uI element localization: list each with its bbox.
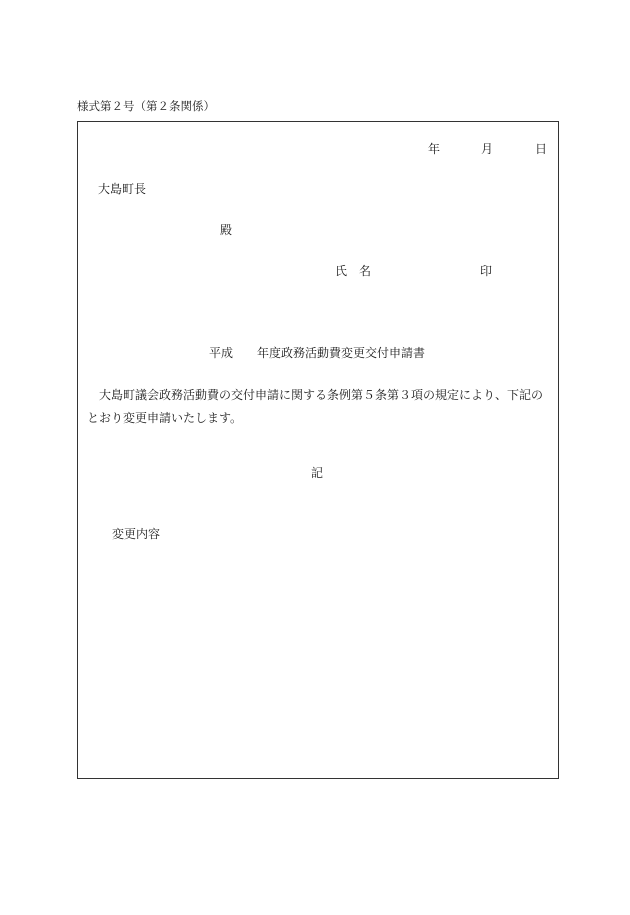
form-frame: [77, 121, 559, 779]
applicant-name-label: 氏 名: [335, 264, 372, 278]
ki-heading: 記: [311, 466, 324, 480]
addressee: 大島町長: [98, 182, 147, 196]
seal-mark: 印: [480, 264, 493, 278]
honorific: 殿: [220, 223, 233, 237]
form-number: 様式第２号（第２条関係）: [77, 99, 215, 113]
date-day-label: 日: [535, 142, 548, 156]
change-content-label: 変更内容: [112, 527, 161, 541]
body-paragraph: 大島町議会政務活動費の交付申請に関する条例第５条第３項の規定により、下記のとおり変更申請いたします。: [87, 388, 544, 425]
date-month-label: 月: [481, 142, 494, 156]
date-year-label: 年: [428, 142, 441, 156]
document-title: 平成 年度政務活動費変更交付申請書: [209, 346, 426, 360]
